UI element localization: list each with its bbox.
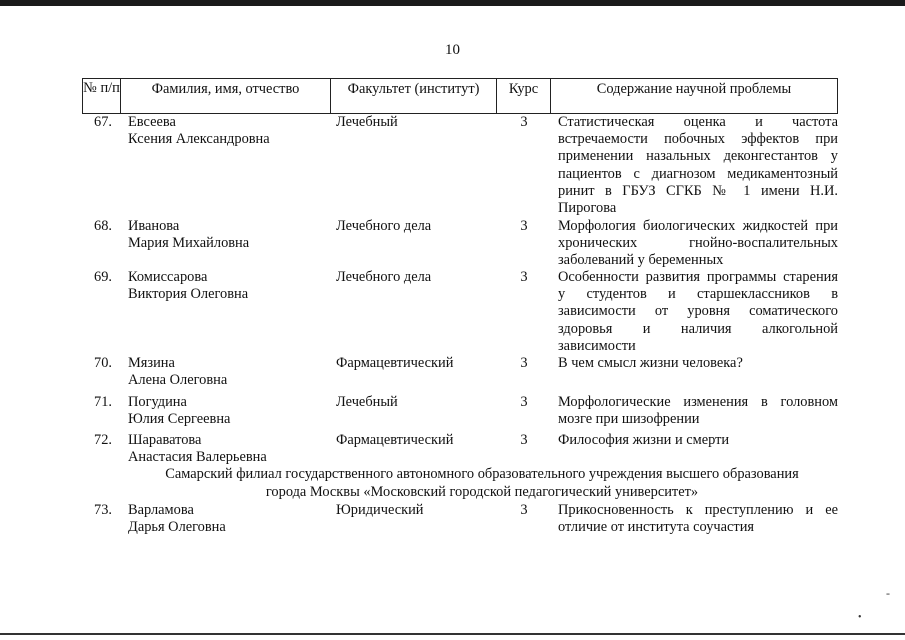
faculty: Фармацевтический xyxy=(336,432,454,448)
faculty: Лечебного дела xyxy=(336,269,432,285)
student-name xyxy=(128,114,328,148)
table-body-section xyxy=(82,502,838,538)
row-number: 69. xyxy=(94,269,112,285)
course: 3 xyxy=(520,502,528,518)
faculty: Лечебный xyxy=(336,394,398,410)
course: 3 xyxy=(520,355,528,371)
research-problem: Статистическая оценка и частота встречаемости побочных эффектов при применении назальных деконгестантов у пациентов с диагнозом медикаментозный ринит в ГБУЗ СГКБ № 1 имени Н.И. Пирогова xyxy=(558,114,838,217)
row-number: 67. xyxy=(94,114,112,130)
student-name xyxy=(128,502,328,536)
header-problem: Содержание научной проблемы xyxy=(596,81,792,97)
scan-tick-mark: - xyxy=(886,586,890,600)
surname: Евсеева xyxy=(128,114,176,130)
header-course: Курс xyxy=(497,79,551,113)
header-name: Фамилия, имя, отчество xyxy=(121,79,331,113)
table-body xyxy=(82,114,838,466)
faculty: Лечебный xyxy=(336,114,398,130)
header-num: № п/п xyxy=(83,79,121,113)
research-problem: Морфологические изменения в головном мозге при шизофрении xyxy=(558,394,838,428)
faculty: Лечебного дела xyxy=(336,218,432,234)
given-names: Юлия Сергеевна xyxy=(128,411,231,428)
row-number: 70. xyxy=(94,355,112,371)
table-row xyxy=(82,502,838,538)
research-problem: Прикосновенность к преступлению и ее отличие от института соучастия xyxy=(558,502,838,536)
row-number: 73. xyxy=(94,502,112,518)
table-row xyxy=(82,269,838,355)
scan-dot-mark: • xyxy=(858,612,862,623)
given-names: Анастасия Валерьевна xyxy=(128,449,267,466)
given-names: Виктория Олеговна xyxy=(128,286,249,303)
row-number: 68. xyxy=(94,218,112,234)
course: 3 xyxy=(520,432,528,448)
course: 3 xyxy=(520,269,528,285)
surname: Шараватова xyxy=(128,432,202,448)
given-names: Дарья Олеговна xyxy=(128,519,226,536)
table-row xyxy=(82,218,838,269)
scan-bottom-edge xyxy=(0,633,905,635)
surname: Комиссарова xyxy=(128,269,208,285)
faculty: Юридический xyxy=(336,502,424,518)
student-name xyxy=(128,432,328,466)
surname: Погудина xyxy=(128,394,187,410)
faculty: Фармацевтический xyxy=(336,355,454,371)
research-problem: Философия жизни и смерти xyxy=(558,432,730,448)
student-name xyxy=(128,394,328,428)
section-line-1: Самарский филиал государственного автономного образовательного учреждения высшего образования xyxy=(165,466,799,482)
surname: Мязина xyxy=(128,355,175,371)
section-line-2: города Москвы «Московский городской педагогический университет» xyxy=(265,483,699,500)
research-problem: Особенности развития программы старения у студентов и старшеклассников в зависимости от уровня соматического здоровья и наличия алкогольной зависимости xyxy=(558,269,838,354)
student-name xyxy=(128,218,328,252)
research-problem: В чем смысл жизни человека? xyxy=(558,355,743,371)
scan-top-edge xyxy=(0,0,905,6)
table-row xyxy=(82,114,838,218)
course: 3 xyxy=(520,114,528,130)
page-number: 10 xyxy=(445,42,460,58)
student-name xyxy=(128,355,328,389)
given-names: Мария Михайловна xyxy=(128,235,250,252)
given-names: Алена Олеговна xyxy=(128,372,228,389)
table-row xyxy=(82,394,838,432)
student-name xyxy=(128,269,328,303)
research-problem: Морфология биологических жидкостей при хронических гнойно-воспалительных заболеваний у беременных xyxy=(558,218,838,269)
table-row xyxy=(82,355,838,394)
row-number: 71. xyxy=(94,394,112,410)
row-number: 72. xyxy=(94,432,112,448)
course: 3 xyxy=(520,218,528,234)
institution-section-heading xyxy=(82,466,882,501)
table-header xyxy=(82,78,838,114)
course: 3 xyxy=(520,394,528,410)
table-row xyxy=(82,432,838,466)
surname: Варламова xyxy=(128,502,194,518)
given-names: Ксения Александровна xyxy=(128,131,270,148)
header-faculty: Факультет (институт) xyxy=(331,79,497,113)
surname: Иванова xyxy=(128,218,180,234)
